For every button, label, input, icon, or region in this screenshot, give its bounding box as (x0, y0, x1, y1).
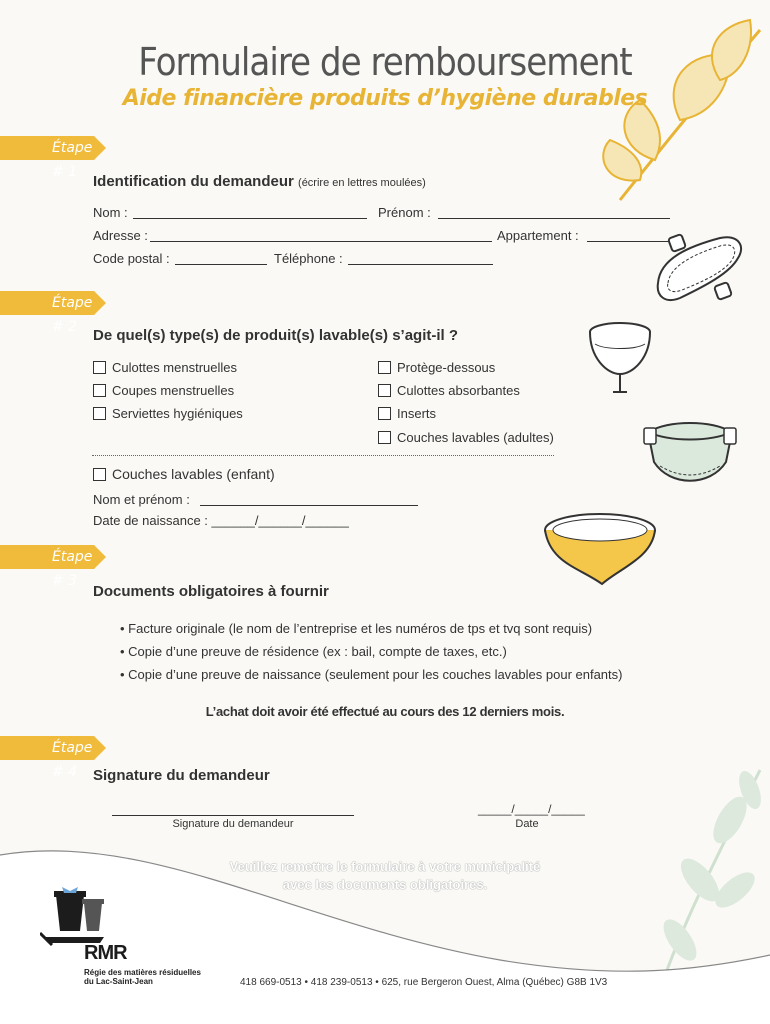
appartement-label: Appartement : (497, 228, 579, 243)
step-1-tab: Étape # 1 (0, 136, 94, 160)
option-label: Culottes absorbantes (397, 383, 520, 398)
step-3-heading: Documents obligatoires à fournir (93, 583, 329, 600)
checkbox[interactable] (378, 431, 391, 444)
rmr-sub-line-1: Régie des matières résiduelles (84, 968, 201, 977)
step-4-heading: Signature du demandeur (93, 767, 270, 784)
checkbox[interactable] (93, 407, 106, 420)
option-serviettes-hygieniques[interactable] (93, 406, 243, 421)
option-couches-enfant[interactable] (93, 466, 275, 482)
return-line-2: avec les documents obligatoires. (282, 877, 488, 892)
section-divider (92, 455, 554, 456)
checkbox[interactable] (378, 384, 391, 397)
step-4-tab: Étape # 4 (0, 736, 94, 760)
step-1-heading-note: (écrire en lettres moulées) (298, 177, 426, 189)
signature-label: Signature du demandeur (172, 818, 294, 830)
checkbox[interactable] (93, 361, 106, 374)
nom-label: Nom : (93, 205, 128, 220)
option-inserts[interactable] (378, 406, 436, 421)
step-2-heading: De quel(s) type(s) de produit(s) lavable(s) s’agit-il ? (93, 327, 459, 344)
required-document-item: • Copie d’une preuve de résidence (ex : bail, compte de taxes, etc.) (120, 644, 507, 659)
menstrual-cup-illustration (585, 318, 655, 398)
option-label: Serviettes hygiéniques (112, 406, 243, 421)
rmr-logo-bins-icon (40, 885, 110, 947)
checkbox[interactable] (378, 407, 391, 420)
rmr-logo-text: RMR (84, 942, 127, 964)
nom-prenom-label: Nom et prénom : (93, 492, 190, 507)
return-line-1: Veuillez remettre le formulaire à votre municipalité (229, 859, 541, 874)
step-2-tab: Étape # 2 (0, 291, 94, 315)
pad-illustration (650, 228, 750, 308)
option-label: Coupes menstruelles (112, 383, 235, 398)
adresse-field[interactable] (150, 241, 492, 242)
checkbox[interactable] (378, 361, 391, 374)
rmr-sub-line-2: du Lac-Saint-Jean (84, 977, 153, 986)
required-document-item: • Facture originale (le nom de l’entreprise et les numéros de tps et tvq sont requis) (120, 621, 593, 636)
code-postal-label: Code postal : (93, 251, 170, 266)
option-label: Couches lavables (enfant) (112, 466, 275, 482)
option-coupes-menstruelles[interactable] (93, 383, 234, 398)
option-label: Protège-dessous (397, 360, 496, 375)
nom-prenom-field[interactable] (200, 505, 418, 506)
telephone-field[interactable] (348, 264, 493, 265)
required-document-item: • Copie d’une preuve de naissance (seulement pour les couches lavables pour enfants) (120, 667, 623, 682)
option-label: Inserts (397, 406, 437, 421)
checkbox[interactable] (93, 468, 106, 481)
bullet-text: Copie d’une preuve de naissance (seulement pour les couches lavables pour enfants) (128, 667, 623, 682)
date-label: Date (515, 818, 539, 830)
date-naissance-field[interactable]: Date de naissance : ______/______/______ (93, 513, 349, 528)
contact-info: 418 669-0513 • 418 239-0513 • 625, rue Bergeron Ouest, Alma (Québec) G8B 1V3 (240, 977, 608, 988)
option-protege-dessous[interactable] (378, 360, 495, 375)
telephone-label: Téléphone : (274, 251, 343, 266)
option-culottes-absorbantes[interactable] (378, 383, 520, 398)
adresse-label: Adresse : (93, 228, 148, 243)
rmr-logo-subtitle (84, 968, 201, 986)
cloth-diaper-illustration (640, 412, 740, 492)
signature-field[interactable] (112, 815, 354, 816)
prenom-field[interactable] (438, 218, 670, 219)
return-instructions (0, 858, 770, 894)
option-couches-adultes[interactable] (378, 430, 554, 445)
checkbox[interactable] (93, 384, 106, 397)
form-subtitle: Aide financière produits d’hygiène durables (122, 86, 648, 111)
purchase-deadline-note: L’achat doit avoir été effectué au cours des 12 derniers mois. (205, 704, 565, 719)
nom-field[interactable] (133, 218, 367, 219)
form-title: Formulaire de remboursement (138, 40, 632, 84)
bullet-text: Copie d’une preuve de résidence (ex : bail, compte de taxes, etc.) (128, 644, 507, 659)
code-postal-field[interactable] (175, 264, 267, 265)
option-label: Couches lavables (adultes) (397, 430, 554, 445)
step-1-heading (93, 173, 426, 190)
underwear-illustration (540, 508, 660, 588)
step-1-heading-text: Identification du demandeur (93, 173, 294, 190)
option-culottes-menstruelles[interactable] (93, 360, 237, 375)
prenom-label: Prénom : (378, 205, 431, 220)
option-label: Culottes menstruelles (112, 360, 237, 375)
step-3-tab: Étape # 3 (0, 545, 94, 569)
bullet-text: Facture originale (le nom de l’entreprise et les numéros de tps et tvq sont requis) (128, 621, 593, 636)
date-field[interactable]: _____/_____/_____ (478, 802, 585, 816)
